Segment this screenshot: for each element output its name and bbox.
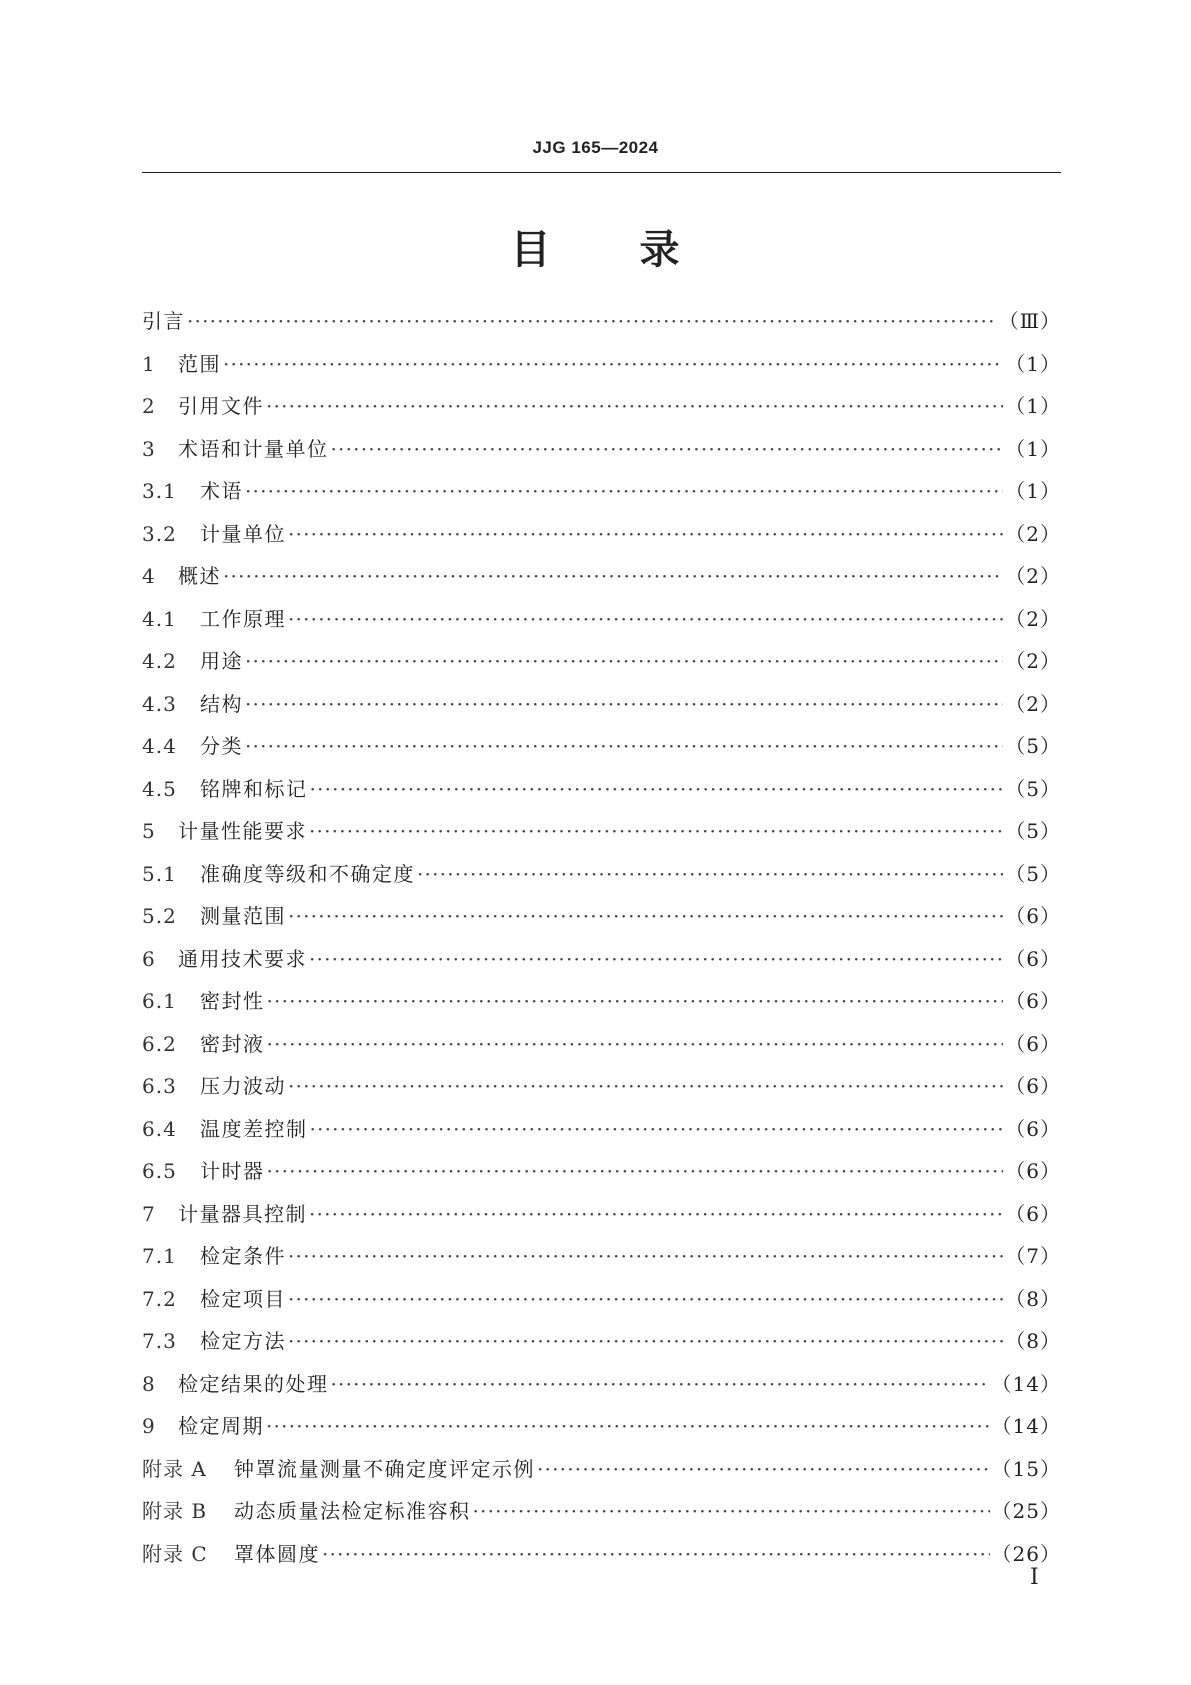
toc-entry xyxy=(142,768,1061,811)
toc-entry xyxy=(142,513,1061,556)
toc-leader-dots xyxy=(245,470,1003,513)
toc-entry-label: 用途 xyxy=(200,649,243,673)
toc-entry-page: （1） xyxy=(1005,394,1061,418)
toc-entry-label: 准确度等级和不确定度 xyxy=(200,861,415,886)
toc-entry xyxy=(142,598,1061,641)
toc-leader-dots xyxy=(322,1533,990,1576)
toc-entry-page: （2） xyxy=(1005,649,1061,673)
toc-entry-number: 4 xyxy=(142,564,156,588)
toc-entry-page: （14） xyxy=(991,1371,1061,1396)
toc-entry-number: 9 xyxy=(142,1414,156,1438)
toc-entry xyxy=(142,300,1061,343)
toc-entry-number: 1 xyxy=(142,351,156,376)
toc-leader-dots xyxy=(288,598,1003,641)
toc-entry-label: 检定周期 xyxy=(178,1414,264,1438)
toc-leader-dots xyxy=(310,1108,1004,1151)
toc-entry-page: （15） xyxy=(991,1456,1061,1481)
toc-entry-number: 6.5 xyxy=(142,1159,177,1183)
toc-entry-page: （2） xyxy=(1005,691,1061,716)
toc-entry xyxy=(142,1533,1061,1576)
toc-entry-number: 6.1 xyxy=(142,989,177,1013)
toc-entry-page: （25） xyxy=(991,1499,1061,1523)
header-rule xyxy=(142,172,1061,173)
toc-entry xyxy=(142,1405,1061,1448)
page-title xyxy=(0,218,1191,275)
toc-entry-page: （6） xyxy=(1005,904,1061,928)
toc-entry-number: 5.2 xyxy=(142,904,177,928)
table-of-contents xyxy=(142,300,1061,1575)
toc-entry-page: （2） xyxy=(1005,521,1061,546)
toc-entry-page: （6） xyxy=(1005,1116,1061,1141)
toc-entry xyxy=(142,853,1061,896)
toc-entry-label: 引用文件 xyxy=(178,394,264,418)
toc-entry-page: （1） xyxy=(1005,479,1061,503)
toc-entry-number: 7.2 xyxy=(142,1286,177,1311)
toc-entry-label: 检定方法 xyxy=(200,1329,286,1353)
toc-entry-number: 3.1 xyxy=(142,479,177,503)
toc-entry xyxy=(142,385,1061,428)
toc-entry-number: 附录 C xyxy=(142,1541,208,1566)
toc-entry xyxy=(142,1150,1061,1193)
toc-leader-dots xyxy=(288,513,1003,556)
toc-leader-dots xyxy=(245,725,1003,768)
toc-entry-number: 4.1 xyxy=(142,606,177,631)
toc-entry-label: 结构 xyxy=(200,691,243,716)
toc-entry-label: 密封液 xyxy=(200,1031,265,1056)
toc-entry-page: （5） xyxy=(1005,861,1061,886)
toc-entry-label: 钟罩流量测量不确定度评定示例 xyxy=(234,1456,535,1481)
toc-entry xyxy=(142,1490,1061,1533)
toc-entry-label: 温度差控制 xyxy=(200,1116,308,1141)
toc-entry xyxy=(142,1320,1061,1363)
document-code-header: JJG 165—2024 xyxy=(532,138,659,157)
toc-leader-dots xyxy=(267,980,1004,1023)
toc-entry-number: 6.4 xyxy=(142,1116,177,1141)
toc-entry xyxy=(142,343,1061,386)
toc-leader-dots xyxy=(288,1320,1003,1363)
toc-leader-dots xyxy=(331,1363,990,1406)
toc-entry-label: 引言 xyxy=(142,309,185,333)
toc-entry-label: 密封性 xyxy=(200,989,265,1013)
toc-entry xyxy=(142,1363,1061,1406)
toc-entry-number: 5 xyxy=(142,819,156,843)
toc-entry xyxy=(142,683,1061,726)
toc-entry-number: 4.2 xyxy=(142,649,177,673)
toc-entry xyxy=(142,1023,1061,1066)
toc-entry xyxy=(142,1193,1061,1236)
toc-entry xyxy=(142,1108,1061,1151)
toc-entry-number: 6.3 xyxy=(142,1074,177,1098)
toc-leader-dots xyxy=(245,683,1003,726)
toc-entry-page: （6） xyxy=(1005,989,1061,1013)
toc-leader-dots xyxy=(266,1405,990,1448)
toc-entry-page: （5） xyxy=(1005,819,1061,843)
toc-entry-label: 压力波动 xyxy=(200,1074,286,1098)
toc-entry-number: 6 xyxy=(142,946,156,971)
toc-entry-number: 3.2 xyxy=(142,521,177,546)
toc-entry-number: 7 xyxy=(142,1201,156,1226)
title-char-2: 录 xyxy=(639,227,681,273)
toc-entry xyxy=(142,980,1061,1023)
toc-leader-dots xyxy=(309,1193,1003,1236)
toc-leader-dots xyxy=(187,300,997,343)
title-char-1: 目 xyxy=(510,227,552,273)
toc-entry-label: 铭牌和标记 xyxy=(200,776,308,801)
toc-entry xyxy=(142,470,1061,513)
toc-entry xyxy=(142,1235,1061,1278)
toc-entry-label: 罩体圆度 xyxy=(234,1541,320,1566)
toc-entry-number: 2 xyxy=(142,394,156,418)
toc-leader-dots xyxy=(288,1065,1003,1108)
toc-entry xyxy=(142,640,1061,683)
toc-entry-label: 检定条件 xyxy=(200,1244,286,1268)
toc-entry-label: 工作原理 xyxy=(200,606,286,631)
toc-entry-number: 8 xyxy=(142,1371,156,1396)
toc-entry-page: （6） xyxy=(1005,946,1061,971)
toc-entry-page: （5） xyxy=(1005,734,1061,758)
toc-entry xyxy=(142,1065,1061,1108)
toc-entry-number: 7.3 xyxy=(142,1329,177,1353)
toc-entry-label: 分类 xyxy=(200,734,243,758)
toc-entry xyxy=(142,555,1061,598)
toc-leader-dots xyxy=(223,555,1003,598)
toc-entry-page: （14） xyxy=(991,1414,1061,1438)
toc-entry-page: （Ⅲ） xyxy=(998,309,1061,333)
toc-entry-page: （8） xyxy=(1005,1286,1061,1311)
toc-entry xyxy=(142,1448,1061,1491)
toc-entry-label: 概述 xyxy=(178,564,221,588)
toc-entry-label: 检定项目 xyxy=(200,1286,286,1311)
toc-entry-number: 4.3 xyxy=(142,691,177,716)
toc-entry-label: 计量器具控制 xyxy=(178,1201,307,1226)
toc-entry-number: 7.1 xyxy=(142,1244,177,1268)
toc-entry-number: 4.5 xyxy=(142,776,177,801)
toc-entry-label: 术语 xyxy=(200,479,243,503)
toc-entry xyxy=(142,725,1061,768)
toc-entry-page: （6） xyxy=(1005,1201,1061,1226)
toc-entry xyxy=(142,938,1061,981)
toc-entry-label: 测量范围 xyxy=(200,904,286,928)
toc-entry xyxy=(142,895,1061,938)
toc-leader-dots xyxy=(473,1490,990,1533)
toc-leader-dots xyxy=(309,810,1003,853)
toc-entry-label: 术语和计量单位 xyxy=(178,436,329,461)
toc-leader-dots xyxy=(417,853,1003,896)
toc-entry-label: 动态质量法检定标准容积 xyxy=(234,1499,471,1523)
toc-entry-page: （2） xyxy=(1005,564,1061,588)
toc-entry-number: 3 xyxy=(142,436,156,461)
toc-entry xyxy=(142,428,1061,471)
toc-entry-label: 通用技术要求 xyxy=(178,946,307,971)
toc-entry-label: 计量性能要求 xyxy=(178,819,307,843)
toc-entry-page: （8） xyxy=(1005,1329,1061,1353)
toc-entry-page: （6） xyxy=(1005,1159,1061,1183)
toc-leader-dots xyxy=(288,1278,1003,1321)
toc-entry-number: 4.4 xyxy=(142,734,177,758)
toc-entry xyxy=(142,810,1061,853)
toc-entry-number: 5.1 xyxy=(142,861,177,886)
toc-entry-number: 附录 B xyxy=(142,1499,208,1523)
toc-leader-dots xyxy=(267,1150,1004,1193)
toc-entry-page: （1） xyxy=(1005,351,1061,376)
toc-entry-page: （1） xyxy=(1005,436,1061,461)
toc-entry-label: 计量单位 xyxy=(200,521,286,546)
toc-leader-dots xyxy=(223,343,1003,386)
toc-entry-label: 范围 xyxy=(178,351,221,376)
toc-entry-number: 附录 A xyxy=(142,1456,207,1481)
toc-leader-dots xyxy=(245,640,1003,683)
toc-entry-page: （6） xyxy=(1005,1074,1061,1098)
toc-entry-page: （26） xyxy=(991,1541,1061,1566)
toc-entry-page: （2） xyxy=(1005,606,1061,631)
toc-leader-dots xyxy=(331,428,1004,471)
toc-entry xyxy=(142,1278,1061,1321)
toc-leader-dots xyxy=(309,938,1003,981)
page-number: Ⅰ xyxy=(1030,1565,1039,1590)
toc-leader-dots xyxy=(267,1023,1004,1066)
toc-entry-page: （5） xyxy=(1005,776,1061,801)
toc-entry-page: （6） xyxy=(1005,1031,1061,1056)
toc-leader-dots xyxy=(266,385,1003,428)
toc-leader-dots xyxy=(288,1235,1003,1278)
toc-entry-label: 检定结果的处理 xyxy=(178,1371,329,1396)
toc-leader-dots xyxy=(310,768,1004,811)
toc-entry-number: 6.2 xyxy=(142,1031,177,1056)
toc-leader-dots xyxy=(288,895,1003,938)
toc-leader-dots xyxy=(537,1448,990,1491)
toc-entry-page: （7） xyxy=(1005,1244,1061,1268)
toc-entry-label: 计时器 xyxy=(200,1159,265,1183)
